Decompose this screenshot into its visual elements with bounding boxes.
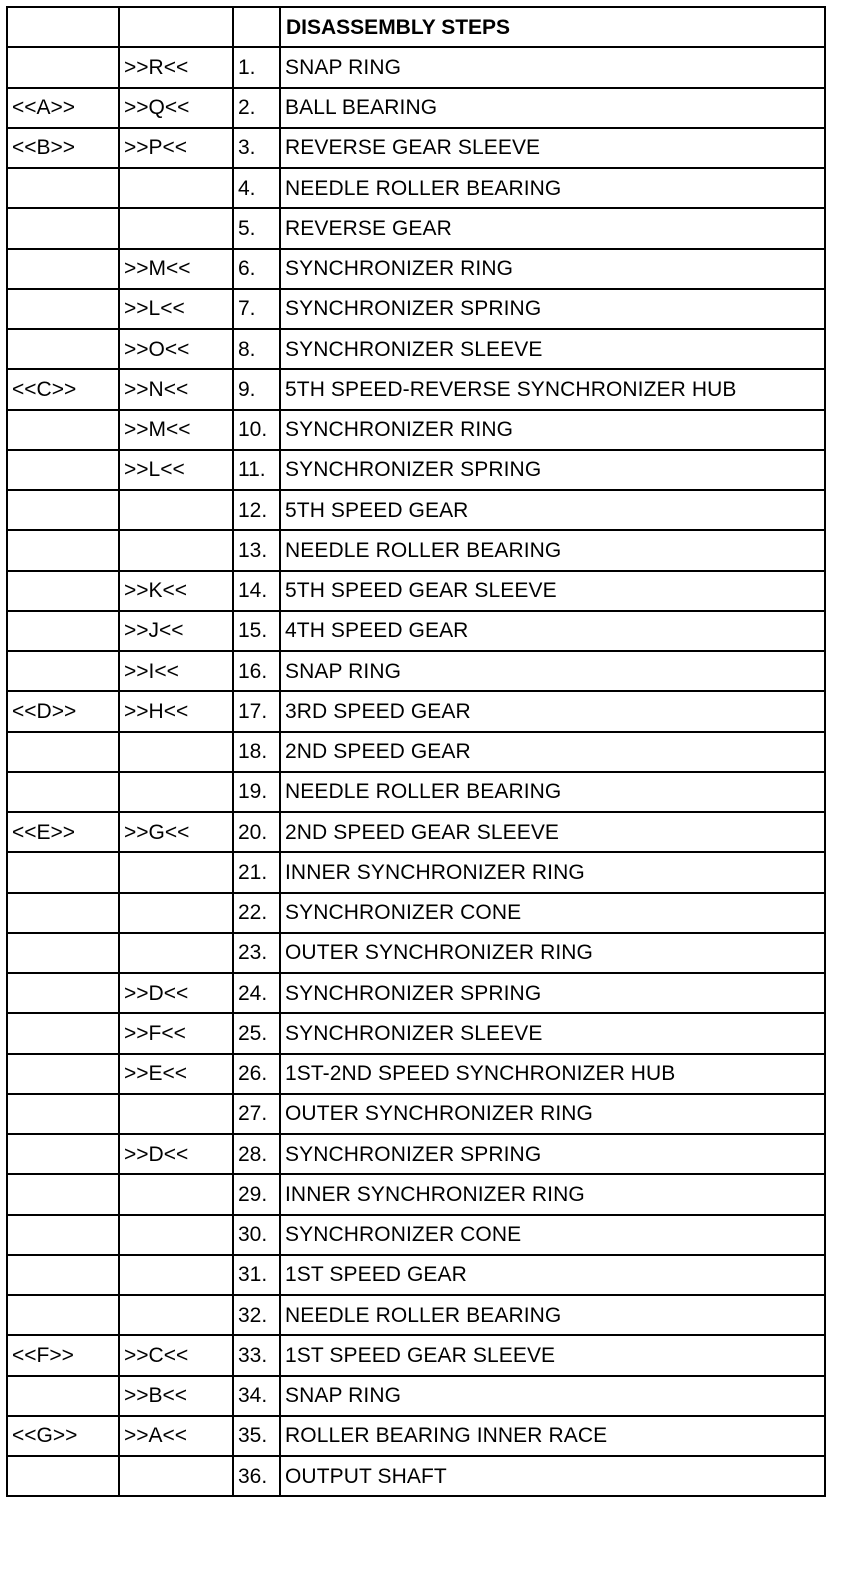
step-number-cell: 8.: [233, 329, 280, 369]
table-row: [7, 530, 825, 570]
part-name-cell: NEEDLE ROLLER BEARING: [280, 772, 825, 812]
table-header-row: [7, 7, 825, 47]
step-number-cell: 23.: [233, 933, 280, 973]
step-number-cell: 4.: [233, 168, 280, 208]
step-number-cell: 34.: [233, 1376, 280, 1416]
installation-mark-cell: [7, 1054, 119, 1094]
part-name-cell: SYNCHRONIZER CONE: [280, 1215, 825, 1255]
step-number-cell: 12.: [233, 490, 280, 530]
installation-mark-cell: [7, 1174, 119, 1214]
step-number-cell: 35.: [233, 1416, 280, 1456]
removal-mark-cell: [119, 1456, 233, 1496]
step-number-cell: 1.: [233, 47, 280, 87]
table-row: [7, 571, 825, 611]
table-row: [7, 893, 825, 933]
removal-mark-cell: [119, 530, 233, 570]
installation-mark-cell: [7, 208, 119, 248]
removal-mark-cell: [119, 1174, 233, 1214]
installation-mark-cell: <<C>>: [7, 369, 119, 409]
table-row: [7, 772, 825, 812]
installation-mark-cell: [7, 852, 119, 892]
part-name-cell: INNER SYNCHRONIZER RING: [280, 852, 825, 892]
table-row: [7, 1094, 825, 1134]
removal-mark-cell: >>D<<: [119, 1134, 233, 1174]
part-name-cell: 3RD SPEED GEAR: [280, 691, 825, 731]
step-number-cell: 3.: [233, 128, 280, 168]
removal-mark-cell: [119, 1295, 233, 1335]
step-number-cell: 21.: [233, 852, 280, 892]
table-row: [7, 47, 825, 87]
removal-mark-cell: >>G<<: [119, 812, 233, 852]
installation-mark-cell: [7, 329, 119, 369]
installation-mark-cell: [7, 611, 119, 651]
installation-mark-cell: [7, 651, 119, 691]
step-number-cell: 17.: [233, 691, 280, 731]
part-name-cell: SYNCHRONIZER RING: [280, 249, 825, 289]
removal-mark-cell: >>C<<: [119, 1335, 233, 1375]
installation-mark-cell: [7, 410, 119, 450]
installation-mark-cell: [7, 47, 119, 87]
removal-mark-cell: >>R<<: [119, 47, 233, 87]
installation-mark-cell: [7, 1215, 119, 1255]
installation-mark-cell: [7, 973, 119, 1013]
part-name-cell: INNER SYNCHRONIZER RING: [280, 1174, 825, 1214]
step-number-cell: 18.: [233, 732, 280, 772]
table-row: [7, 410, 825, 450]
part-name-cell: NEEDLE ROLLER BEARING: [280, 1295, 825, 1335]
disassembly-steps-table: [6, 6, 826, 1497]
removal-mark-cell: >>I<<: [119, 651, 233, 691]
table-row: [7, 168, 825, 208]
installation-mark-cell: [7, 490, 119, 530]
step-number-cell: 22.: [233, 893, 280, 933]
installation-mark-cell: [7, 530, 119, 570]
installation-mark-cell: [7, 168, 119, 208]
table-row: [7, 1174, 825, 1214]
part-name-cell: REVERSE GEAR SLEEVE: [280, 128, 825, 168]
step-number-cell: 26.: [233, 1054, 280, 1094]
removal-mark-cell: >>A<<: [119, 1416, 233, 1456]
table-row: [7, 1416, 825, 1456]
removal-mark-cell: [119, 732, 233, 772]
table-row: [7, 933, 825, 973]
table-row: [7, 812, 825, 852]
table-row: [7, 1013, 825, 1053]
part-name-cell: BALL BEARING: [280, 88, 825, 128]
removal-mark-cell: [119, 168, 233, 208]
installation-mark-cell: <<D>>: [7, 691, 119, 731]
installation-mark-cell: [7, 1094, 119, 1134]
removal-mark-cell: >>B<<: [119, 1376, 233, 1416]
table-row: [7, 450, 825, 490]
part-name-cell: SYNCHRONIZER SPRING: [280, 973, 825, 1013]
removal-mark-cell: >>D<<: [119, 973, 233, 1013]
installation-mark-cell: [7, 249, 119, 289]
removal-mark-cell: [119, 893, 233, 933]
step-number-cell: 30.: [233, 1215, 280, 1255]
removal-mark-cell: [119, 933, 233, 973]
table-row: [7, 329, 825, 369]
part-name-cell: SYNCHRONIZER RING: [280, 410, 825, 450]
removal-mark-cell: >>M<<: [119, 249, 233, 289]
part-name-cell: 1ST SPEED GEAR SLEEVE: [280, 1335, 825, 1375]
step-number-cell: 2.: [233, 88, 280, 128]
installation-mark-cell: [7, 893, 119, 933]
table-row: [7, 490, 825, 530]
removal-mark-cell: >>L<<: [119, 450, 233, 490]
part-name-cell: 1ST SPEED GEAR: [280, 1255, 825, 1295]
removal-mark-cell: >>M<<: [119, 410, 233, 450]
installation-mark-cell: [7, 933, 119, 973]
part-name-cell: SNAP RING: [280, 47, 825, 87]
installation-mark-cell: [7, 1295, 119, 1335]
removal-mark-cell: >>H<<: [119, 691, 233, 731]
part-name-cell: SYNCHRONIZER SPRING: [280, 450, 825, 490]
part-name-cell: OUTPUT SHAFT: [280, 1456, 825, 1496]
installation-mark-cell: [7, 1013, 119, 1053]
table-body: [7, 47, 825, 1496]
removal-mark-cell: [119, 1094, 233, 1134]
table-row: [7, 289, 825, 329]
table-row: [7, 1054, 825, 1094]
removal-mark-cell: [119, 772, 233, 812]
header-step-number-column: [233, 7, 280, 47]
step-number-cell: 13.: [233, 530, 280, 570]
table-row: [7, 208, 825, 248]
removal-mark-cell: [119, 852, 233, 892]
installation-mark-cell: [7, 1376, 119, 1416]
installation-mark-cell: [7, 289, 119, 329]
step-number-cell: 32.: [233, 1295, 280, 1335]
installation-mark-cell: [7, 732, 119, 772]
installation-mark-cell: [7, 450, 119, 490]
part-name-cell: 4TH SPEED GEAR: [280, 611, 825, 651]
step-number-cell: 28.: [233, 1134, 280, 1174]
removal-mark-cell: [119, 1215, 233, 1255]
header-disassembly-steps: DISASSEMBLY STEPS: [280, 7, 825, 47]
step-number-cell: 31.: [233, 1255, 280, 1295]
part-name-cell: 2ND SPEED GEAR SLEEVE: [280, 812, 825, 852]
part-name-cell: SYNCHRONIZER CONE: [280, 893, 825, 933]
removal-mark-cell: >>K<<: [119, 571, 233, 611]
part-name-cell: SYNCHRONIZER SLEEVE: [280, 329, 825, 369]
step-number-cell: 11.: [233, 450, 280, 490]
step-number-cell: 25.: [233, 1013, 280, 1053]
step-number-cell: 29.: [233, 1174, 280, 1214]
part-name-cell: NEEDLE ROLLER BEARING: [280, 530, 825, 570]
part-name-cell: NEEDLE ROLLER BEARING: [280, 168, 825, 208]
removal-mark-cell: [119, 1255, 233, 1295]
table-row: [7, 1376, 825, 1416]
part-name-cell: REVERSE GEAR: [280, 208, 825, 248]
part-name-cell: SYNCHRONIZER SPRING: [280, 1134, 825, 1174]
removal-mark-cell: [119, 208, 233, 248]
part-name-cell: SYNCHRONIZER SLEEVE: [280, 1013, 825, 1053]
step-number-cell: 9.: [233, 369, 280, 409]
table-row: [7, 1134, 825, 1174]
installation-mark-cell: [7, 1134, 119, 1174]
installation-mark-cell: [7, 571, 119, 611]
removal-mark-cell: >>J<<: [119, 611, 233, 651]
installation-mark-cell: <<E>>: [7, 812, 119, 852]
step-number-cell: 16.: [233, 651, 280, 691]
part-name-cell: OUTER SYNCHRONIZER RING: [280, 933, 825, 973]
table-row: [7, 369, 825, 409]
step-number-cell: 36.: [233, 1456, 280, 1496]
part-name-cell: SYNCHRONIZER SPRING: [280, 289, 825, 329]
table-row: [7, 611, 825, 651]
step-number-cell: 27.: [233, 1094, 280, 1134]
installation-mark-cell: [7, 772, 119, 812]
table-row: [7, 88, 825, 128]
table-row: [7, 1255, 825, 1295]
part-name-cell: 5TH SPEED GEAR: [280, 490, 825, 530]
installation-mark-cell: <<B>>: [7, 128, 119, 168]
part-name-cell: 2ND SPEED GEAR: [280, 732, 825, 772]
table-row: [7, 1335, 825, 1375]
step-number-cell: 5.: [233, 208, 280, 248]
part-name-cell: 1ST-2ND SPEED SYNCHRONIZER HUB: [280, 1054, 825, 1094]
header-installation-column: [7, 7, 119, 47]
table-row: [7, 651, 825, 691]
installation-mark-cell: <<G>>: [7, 1416, 119, 1456]
removal-mark-cell: >>P<<: [119, 128, 233, 168]
header-removal-column: [119, 7, 233, 47]
table-row: [7, 128, 825, 168]
part-name-cell: 5TH SPEED GEAR SLEEVE: [280, 571, 825, 611]
table-row: [7, 732, 825, 772]
part-name-cell: OUTER SYNCHRONIZER RING: [280, 1094, 825, 1134]
part-name-cell: SNAP RING: [280, 651, 825, 691]
part-name-cell: 5TH SPEED-REVERSE SYNCHRONIZER HUB: [280, 369, 825, 409]
removal-mark-cell: >>O<<: [119, 329, 233, 369]
installation-mark-cell: <<F>>: [7, 1335, 119, 1375]
table-row: [7, 691, 825, 731]
part-name-cell: SNAP RING: [280, 1376, 825, 1416]
installation-mark-cell: [7, 1255, 119, 1295]
step-number-cell: 15.: [233, 611, 280, 651]
step-number-cell: 33.: [233, 1335, 280, 1375]
table-row: [7, 249, 825, 289]
step-number-cell: 10.: [233, 410, 280, 450]
step-number-cell: 24.: [233, 973, 280, 1013]
table-row: [7, 1295, 825, 1335]
table-row: [7, 1215, 825, 1255]
step-number-cell: 6.: [233, 249, 280, 289]
table-row: [7, 973, 825, 1013]
step-number-cell: 14.: [233, 571, 280, 611]
step-number-cell: 19.: [233, 772, 280, 812]
removal-mark-cell: >>L<<: [119, 289, 233, 329]
step-number-cell: 20.: [233, 812, 280, 852]
table-row: [7, 852, 825, 892]
removal-mark-cell: [119, 490, 233, 530]
removal-mark-cell: >>Q<<: [119, 88, 233, 128]
table-row: [7, 1456, 825, 1496]
part-name-cell: ROLLER BEARING INNER RACE: [280, 1416, 825, 1456]
installation-mark-cell: [7, 1456, 119, 1496]
removal-mark-cell: >>N<<: [119, 369, 233, 409]
installation-mark-cell: <<A>>: [7, 88, 119, 128]
step-number-cell: 7.: [233, 289, 280, 329]
removal-mark-cell: >>E<<: [119, 1054, 233, 1094]
removal-mark-cell: >>F<<: [119, 1013, 233, 1053]
